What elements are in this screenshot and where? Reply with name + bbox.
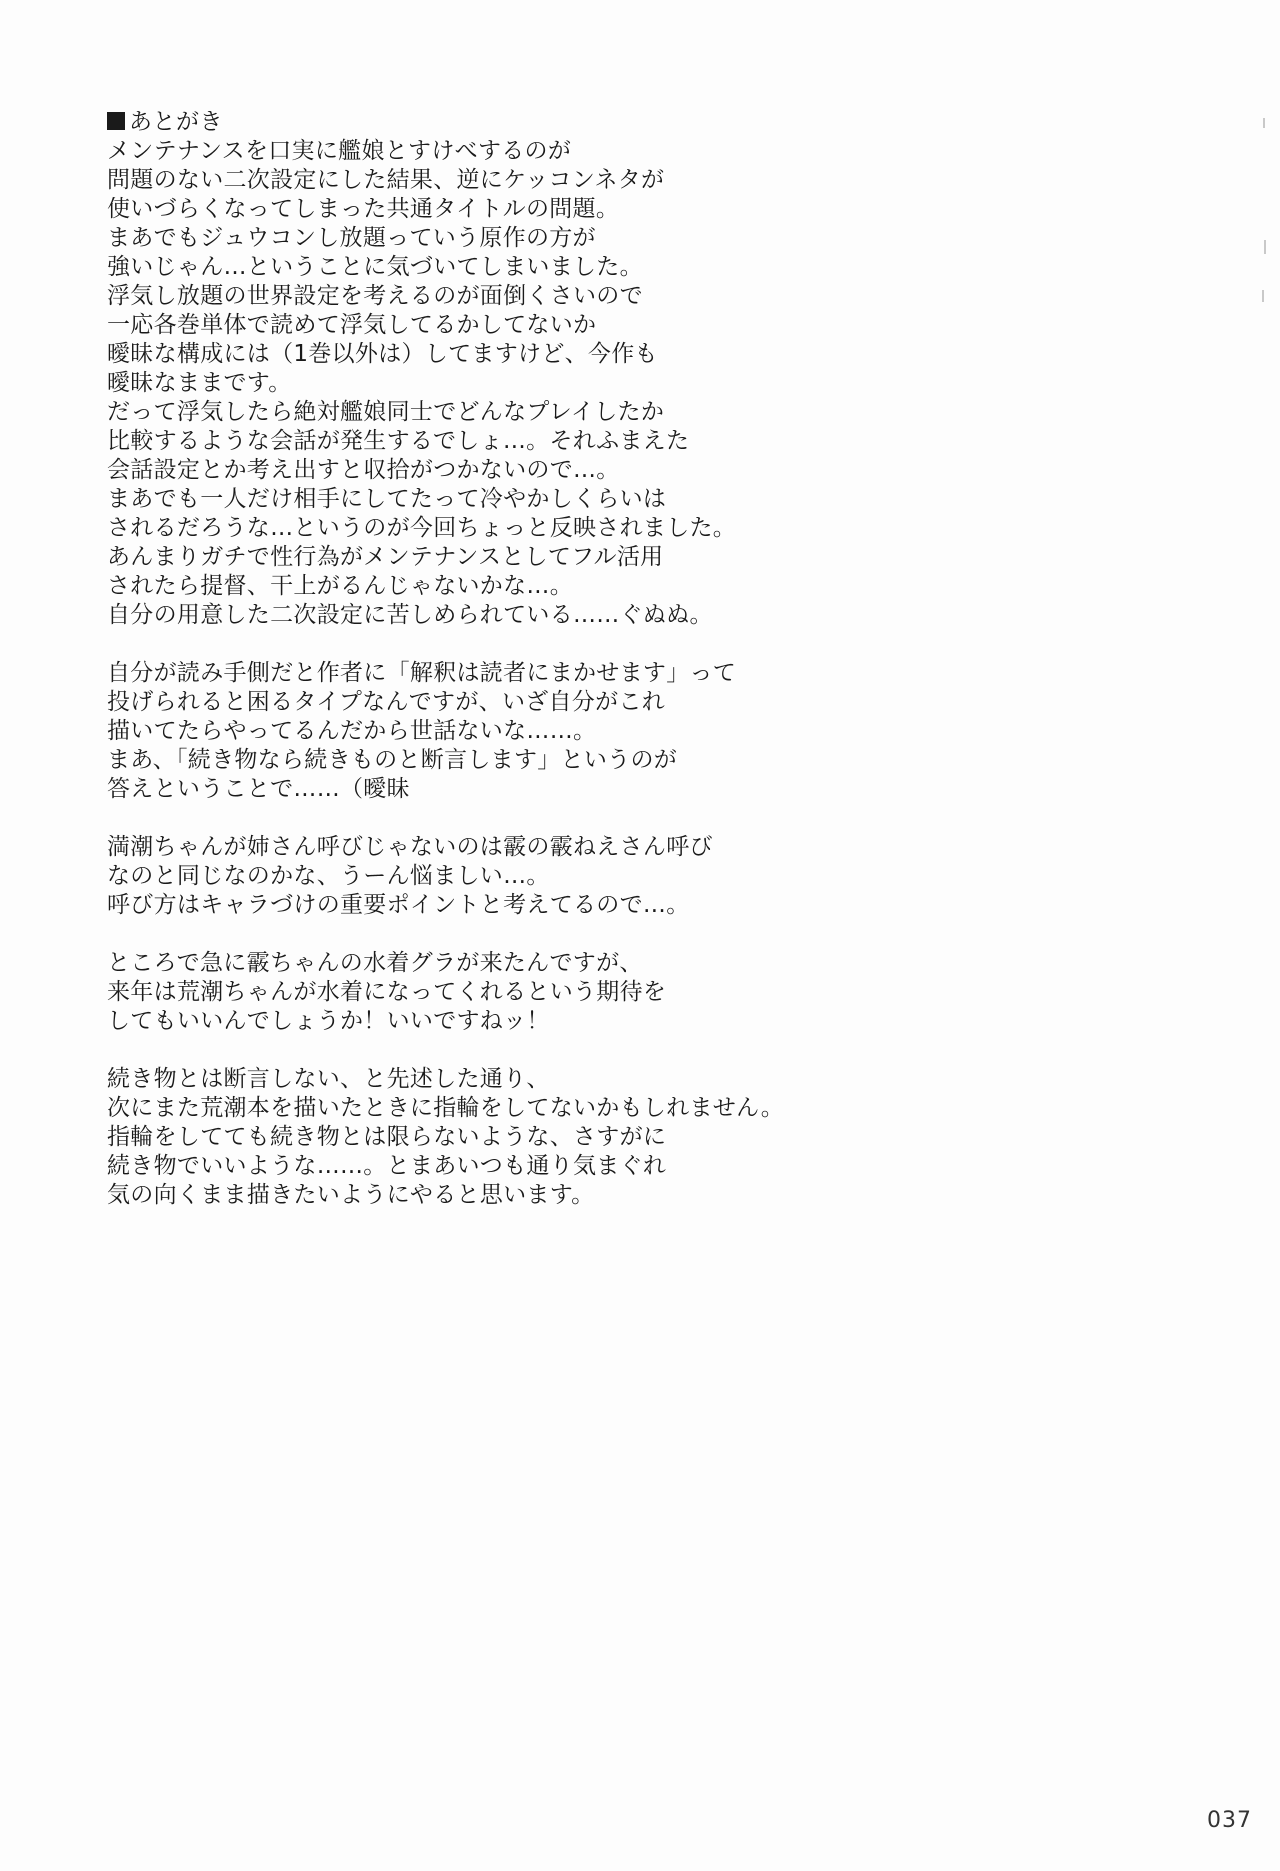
scan-speck [1264,240,1266,254]
paragraph-gap [107,804,1157,833]
text-line: されたら提督、干上がるんじゃないかな…。 [107,573,573,599]
text-line: 会話設定とか考え出すと収拾がつかないので…。 [107,457,620,483]
text-line: まあでもジュウコンし放題っていう原作の方が [107,225,596,251]
text-line: 強いじゃん…ということに気づいてしまいました。 [107,254,643,280]
text-line: してもいいんでしょうか！いいですねッ！ [107,1008,550,1034]
paragraph-4 [107,949,1157,1036]
paragraph-gap [107,920,1157,949]
paragraph-3 [107,833,1157,920]
text-line: あんまりガチで性行為がメンテナンスとしてフル活用 [107,544,664,570]
scan-speck [1263,118,1265,128]
text-line: 浮気し放題の世界設定を考えるのが面倒くさいので [107,283,643,309]
text-line: 自分が読み手側だと作者に「解釈は読者にまかせます」って [107,660,737,686]
text-line: だって浮気したら絶対艦娘同士でどんなプレイしたか [107,399,665,425]
text-line: なのと同じなのかな、うーん悩ましい…。 [107,863,550,889]
text-line: 呼び方はキャラづけの重要ポイントと考えてるので…。 [107,892,690,918]
text-line: 続き物でいいような……。とまあいつも通り気まぐれ [107,1153,667,1179]
afterword-heading [107,108,1157,137]
text-line: 指輪をしてても続き物とは限らないような、さすがに [107,1124,667,1150]
paragraph-gap [107,630,1157,659]
text-line: 一応各巻単体で読めて浮気してるかしてないか [107,312,597,338]
text-line: 来年は荒潮ちゃんが水着になってくれるという期待を [107,979,667,1005]
paragraph-gap [107,1036,1157,1065]
text-line: ところで急に霰ちゃんの水着グラが来たんですが、 [107,950,643,976]
text-line: 投げられると困るタイプなんですが、いざ自分がこれ [107,689,666,715]
black-square-icon [107,112,125,130]
scan-speck [1262,290,1264,302]
text-line: まあ、「続き物なら続きものと断言します」というのが [107,747,678,773]
paragraph-5 [107,1065,1157,1210]
text-line: 比較するような会話が発生するでしょ…。それふまえた [107,428,690,454]
text-line: まあでも一人だけ相手にしてたって冷やかしくらいは [107,486,667,512]
text-line: 描いてたらやってるんだから世話ないな……。 [107,718,597,744]
text-line: されるだろうな…というのが今回ちょっと反映されました。 [107,515,737,541]
text-line: 曖昧な構成には（1巻以外は）してますけど、今作も [107,341,658,367]
text-line: 問題のない二次設定にした結果、逆にケッコンネタが [107,167,665,193]
text-line: 曖昧なままです。 [107,370,292,396]
text-line: 気の向くまま描きたいようにやると思います。 [107,1182,595,1208]
text-line: 使いづらくなってしまった共通タイトルの問題。 [107,196,620,222]
paragraph-1 [107,137,1157,630]
text-line: 続き物とは断言しない、と先述した通り、 [107,1066,550,1092]
afterword-text-block [107,108,1157,1210]
text-line: メンテナンスを口実に艦娘とすけべするのが [107,138,572,164]
text-line: 次にまた荒潮本を描いたときに指輪をしてないかもしれません。 [107,1095,785,1121]
page-number: 037 [1207,1808,1252,1833]
afterword-heading-text: あとがき [129,109,223,135]
paragraph-2 [107,659,1157,804]
text-line: 満潮ちゃんが姉さん呼びじゃないのは霰の霰ねえさん呼び [107,834,713,860]
text-line: 答えということで……（曖昧 [107,776,410,802]
text-line: 自分の用意した二次設定に苦しめられている……ぐぬぬ。 [107,602,713,628]
